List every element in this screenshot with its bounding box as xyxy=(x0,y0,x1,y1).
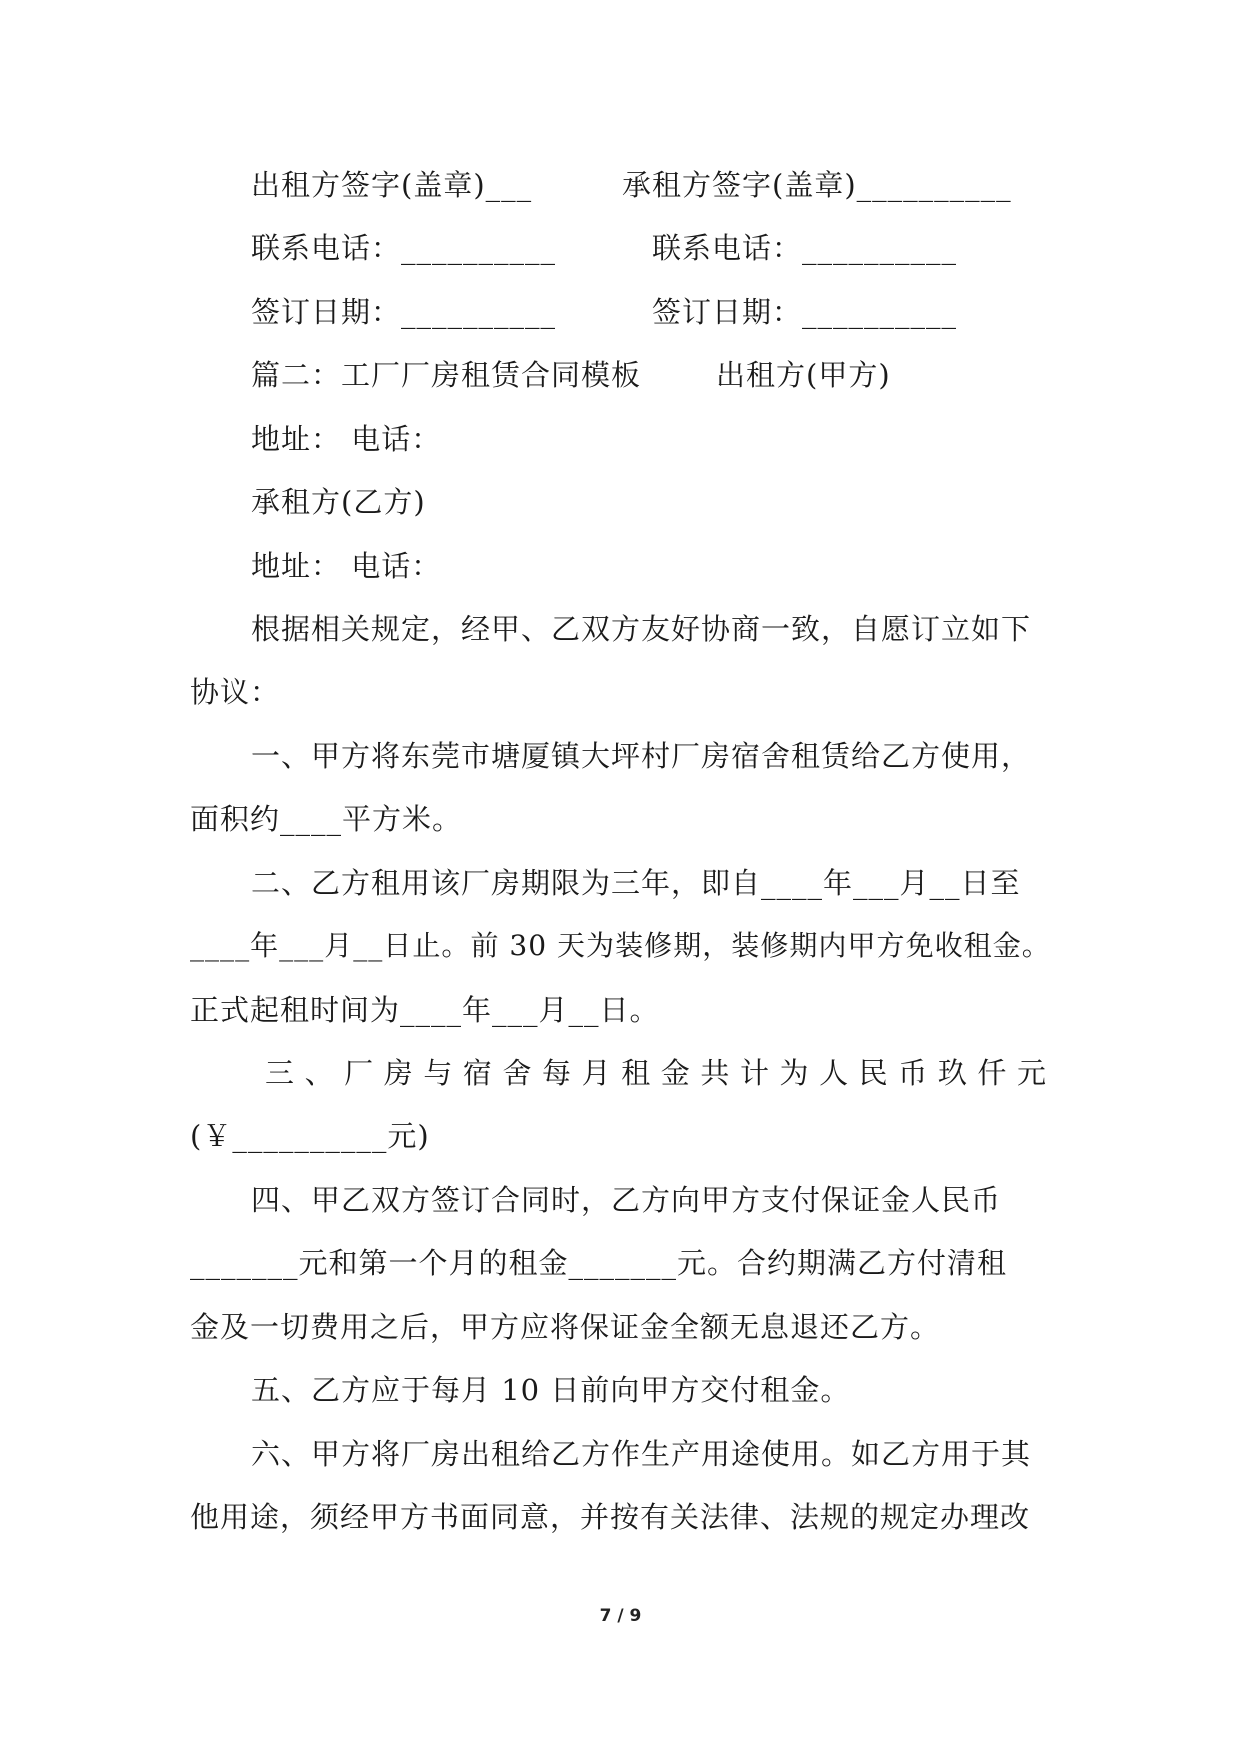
clause-4-line-2: _______元和第一个月的租金_______元。合约期满乙方付清租 xyxy=(190,1246,1008,1280)
clause-2-line-3: 正式起租时间为____年___月__日。 xyxy=(190,993,660,1027)
contract-heading: 篇二：工厂厂房租赁合同模板 xyxy=(251,358,642,392)
lessee-label: 承租方(乙方) xyxy=(251,485,426,519)
clause-3-line-2: (￥__________元) xyxy=(190,1119,430,1153)
clause-3-text: 三、厂房与宿舍每月租金共计为人民币玖仟元 xyxy=(265,1056,1047,1090)
clause-6-line-1: 六、甲方将厂房出租给乙方作生产用途使用。如乙方用于其 xyxy=(251,1437,1032,1471)
clause-2-line-2: ____年___月__日止。前 30 天为装修期，装修期内甲方免收租金。 xyxy=(190,929,1051,962)
lessor-signature-line: 出租方签字(盖章)___ xyxy=(251,168,533,202)
lessee-signature-line: 承租方签字(盖章)__________ xyxy=(622,168,1012,202)
lessee-date-line: 签订日期：__________ xyxy=(652,295,958,329)
lessor-phone-line: 联系电话：__________ xyxy=(251,231,557,265)
lessor-label: 出租方(甲方) xyxy=(716,358,891,392)
clause-2-line-1: 二、乙方租用该厂房期限为三年，即自____年___月__日至 xyxy=(251,866,1021,900)
clause-5-line-1: 五、乙方应于每月 10 日前向甲方交付租金。 xyxy=(251,1373,851,1407)
intro-paragraph-line-2: 协议： xyxy=(190,675,281,709)
clause-1-line-2: 面积约____平方米。 xyxy=(190,802,463,836)
clause-1-line-1: 一、甲方将东莞市塘厦镇大坪村厂房宿舍租赁给乙方使用， xyxy=(251,739,1032,773)
clause-6-line-2: 他用途，须经甲方书面同意，并按有关法律、法规的规定办理改 xyxy=(190,1500,1031,1534)
clause-4-line-1: 四、甲乙双方签订合同时，乙方向甲方支付保证金人民币 xyxy=(251,1183,1002,1217)
lessee-address-line: 地址： 电话： xyxy=(251,549,442,583)
lessor-address-line: 地址： 电话： xyxy=(251,422,442,456)
intro-paragraph-line-1: 根据相关规定，经甲、乙双方友好协商一致，自愿订立如下 xyxy=(251,612,1032,646)
clause-3-line-1 xyxy=(265,1053,1047,1093)
lessor-date-line: 签订日期：__________ xyxy=(251,295,557,329)
lessee-phone-line: 联系电话：__________ xyxy=(652,231,958,265)
page-number: 7 / 9 xyxy=(599,1606,642,1626)
clause-4-line-3: 金及一切费用之后，甲方应将保证金全额无息退还乙方。 xyxy=(190,1310,941,1344)
